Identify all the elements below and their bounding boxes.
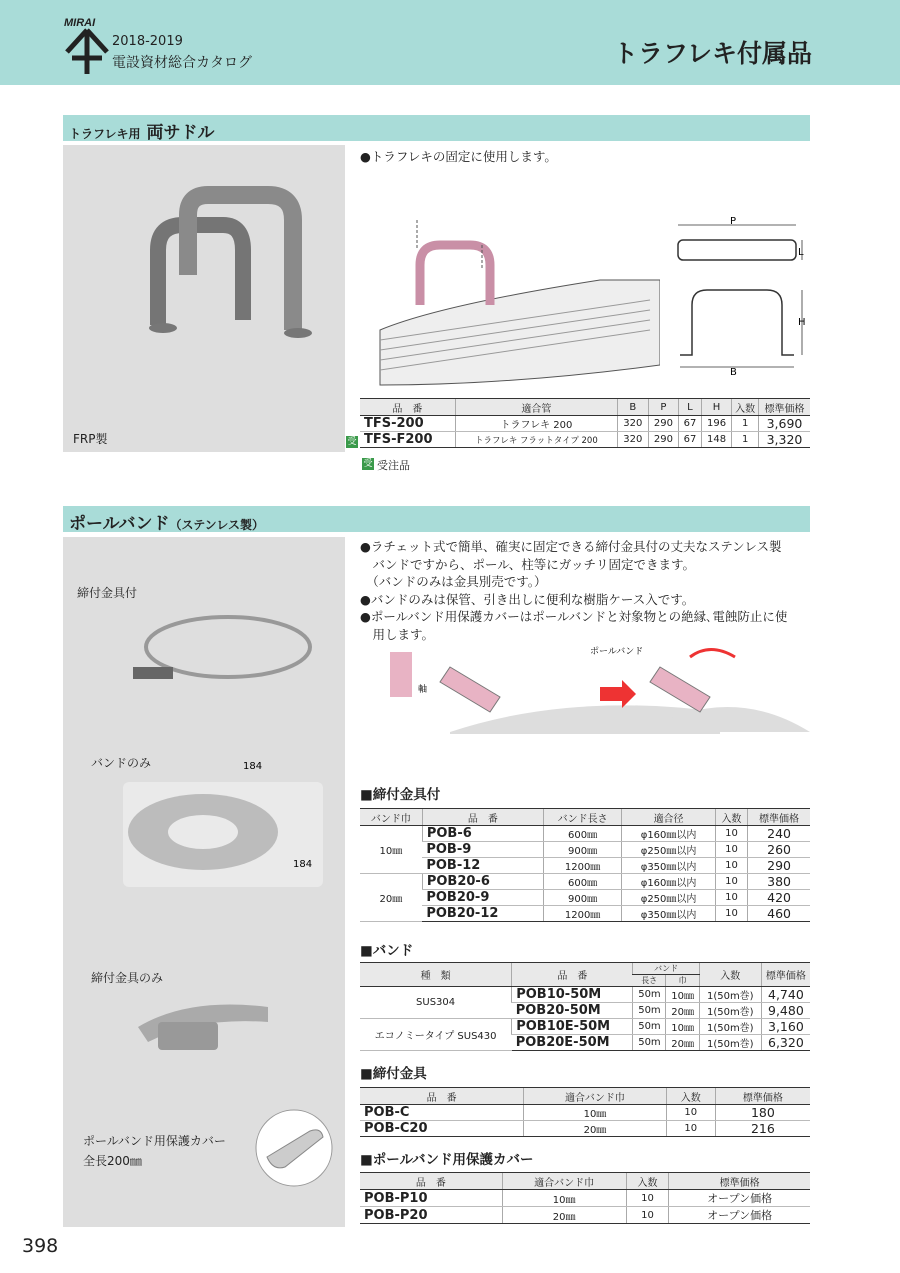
table-row: 10㎜ POB-6 600㎜ φ160㎜以内 10 240 — [360, 826, 810, 842]
band-roll-photo — [93, 747, 345, 907]
catalog-name: 電設資材総合カタログ — [112, 55, 252, 71]
logo-text: MIRAI — [64, 17, 96, 29]
pole-photo-panel — [63, 537, 345, 1227]
saddle-title-small: トラフレキ用 — [69, 127, 141, 141]
dim-b: B — [730, 367, 737, 375]
table-row: POB-9 900㎜ φ250㎜以内 10 260 — [360, 842, 810, 858]
pole-band-table: 種 類 品 番 バンド 入数 標準価格 長さ 巾 SUS304 POB10-50M 50m 10㎜ 1(50m巻) 4,740 POB20-50M 50m 20㎜ 1(50m巻) 9,480 エコノミータイプ SUS430 POB10E-50M 50m 10㎜ 1(50m巻) 3,160 POB20E-50M 50m 20㎜ 1(50m巻) 6,320 — [360, 962, 810, 1051]
fig-axis-label: 軸 — [418, 685, 428, 695]
pole-band-illustration — [360, 642, 815, 734]
page-number: 398 — [22, 1235, 59, 1257]
table-row: POB20-50M 50m 20㎜ 1(50m巻) 9,480 — [360, 1003, 810, 1019]
saddle-title: 両サドル — [146, 123, 215, 143]
label-with-fitting: 締付金具付 — [77, 586, 138, 600]
page-title: トラフレキ付属品 — [612, 39, 812, 68]
pole-band-fitting-table: バンド巾 品 番 バンド長さ 適合径 入数 標準価格 10㎜ POB-6 600㎜ φ160㎜以内 10 240 POB-9 900㎜ φ250㎜以内 10 260 POB-12 1200㎜ φ350㎜以内 10 290 20㎜ POB20-6 600㎜ φ160㎜以内 10 380 POB20-9 900㎜ φ250㎜以内 10 420 POB20-12 1200㎜ φ350㎜以内 10 460 — [360, 808, 810, 922]
order-note: 受注品 — [377, 459, 410, 472]
table-row: POB20E-50M 50m 20㎜ 1(50m巻) 6,320 — [360, 1035, 810, 1051]
saddle-dimension-drawing — [670, 215, 810, 375]
band-with-fitting-photo — [113, 607, 313, 697]
dim-p: P — [730, 216, 737, 227]
table-row: POB-C 10㎜ 10 180 — [360, 1105, 810, 1121]
t1-title: ■締付金具付 — [360, 787, 441, 803]
fitting-photo — [128, 987, 288, 1067]
saddle-section-header — [63, 115, 810, 141]
table-row: 20㎜ POB20-6 600㎜ φ160㎜以内 10 380 — [360, 874, 810, 890]
t4-title: ■ポールバンド用保護カバー — [360, 1152, 534, 1168]
saddle-install-illustration — [360, 210, 660, 390]
pole-title: ポールバンド — [69, 514, 170, 534]
fitting-table: 品 番 適合バンド巾 入数 標準価格 POB-C 10㎜ 10 180 POB-C20 20㎜ 10 216 — [360, 1087, 810, 1137]
saddle-description: ●トラフレキの固定に使用します。 — [360, 149, 557, 164]
label-fitting-only: 締付金具のみ — [91, 971, 164, 985]
table-row: TFS-F200 トラフレキ フラットタイプ 200 320 290 67 148 1 3,320 — [360, 432, 810, 448]
pole-description: ●ラチェット式で簡単、確実に固定できる締付金具付の丈夫なステンレス製 バンドですから、ポール、柱等にガッチリ固定できます。 （バンドのみは金具別売です。） ●バンドのみは保管、引き出しに便利な樹脂ケース入です。 ●ポールバンド用保護カバーはポールバンドと対象物との絶縁､電蝕防止に使 用します。 — [360, 539, 788, 642]
pole-title-small: （ステンレス製） — [169, 518, 264, 532]
table-row: POB-P10 10㎜ 10 オープン価格 — [360, 1190, 810, 1207]
material-label: FRP製 — [73, 432, 108, 446]
table-row: POB-P20 20㎜ 10 オープン価格 — [360, 1207, 810, 1224]
dim-h: H — [798, 317, 806, 328]
table-row: POB-C20 20㎜ 10 216 — [360, 1121, 810, 1137]
label-cover: ポールバンド用保護カバー — [83, 1134, 226, 1148]
catalog-year: 2018-2019 — [112, 34, 183, 49]
dim-184-b: 184 — [293, 859, 313, 870]
pole-section-header — [63, 506, 810, 532]
dim-l: L — [798, 247, 804, 258]
table-row: エコノミータイプ SUS430 POB10E-50M 50m 10㎜ 1(50m巻) 3,160 — [360, 1019, 810, 1035]
table-row: POB-12 1200㎜ φ350㎜以内 10 290 — [360, 858, 810, 874]
table-row: POB20-9 900㎜ φ250㎜以内 10 420 — [360, 890, 810, 906]
cover-table: 品 番 適合バンド巾 入数 標準価格 POB-P10 10㎜ 10 オープン価格 POB-P20 20㎜ 10 オープン価格 — [360, 1172, 810, 1224]
mirai-logo — [62, 14, 112, 76]
label-band-only: バンドのみ — [91, 756, 152, 770]
order-mark: 受 — [347, 437, 357, 447]
order-legend-mark: 受 — [363, 459, 373, 469]
saddle-photo — [63, 145, 345, 452]
cover-photo — [255, 1109, 333, 1187]
label-cover-length: 全長200㎜ — [83, 1154, 142, 1168]
fig-band-label: ポールバンド — [590, 647, 644, 657]
saddle-table: 品 番 適合管 B P L H 入数 標準価格 TFS-200 トラフレキ 200 320 290 67 196 1 3,690 TFS-F200 トラフレキ フラットタイプ 200 320 290 67 148 1 3,320 — [360, 398, 810, 448]
table-row: TFS-200 トラフレキ 200 320 290 67 196 1 3,690 — [360, 416, 810, 432]
saddle-photo-panel — [63, 145, 345, 452]
t2-title: ■バンド — [360, 943, 414, 959]
t3-title: ■締付金具 — [360, 1066, 427, 1082]
table-row: POB20-12 1200㎜ φ350㎜以内 10 460 — [360, 906, 810, 922]
table-row: SUS304 POB10-50M 50m 10㎜ 1(50m巻) 4,740 — [360, 987, 810, 1003]
dim-184-a: 184 — [243, 761, 263, 772]
